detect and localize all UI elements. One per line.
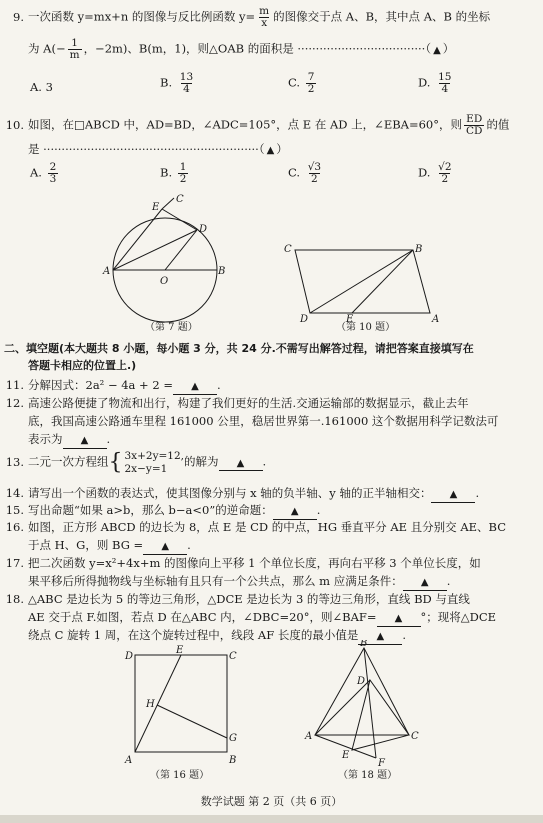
- fig7-label-a: A: [103, 266, 111, 277]
- fig18-label-a: A: [305, 731, 313, 742]
- q15: 15. 写出命题“如果 a>b，那么 b−a<0”的逆命题： ▲ .: [0, 503, 320, 520]
- fig7-label-d: D: [199, 224, 208, 235]
- fig10-label-d: D: [300, 314, 309, 323]
- section2-title-line1: 二、填空题(本大题共 8 小题，每小题 3 分，共 24 分.不需写出解答过程，请把答案直接填写在: [4, 342, 474, 355]
- q10-option-b: B. $\frac{1}{2}$: [160, 161, 187, 186]
- page-footer: 数学试题 第 2 页（共 6 页）: [200, 795, 343, 808]
- fig7-label-e: E: [152, 202, 160, 213]
- fig18-caption: （第 18 题）: [338, 770, 398, 781]
- q9-option-a: A. 3: [30, 80, 53, 94]
- q16-line1: 16. 如图，正方形 ABCD 的边长为 8，点 E 是 CD 的中点，HG 垂直平分 AE 且分别交 AE、BC: [5, 520, 507, 534]
- q11: 11. 分解因式：2a² − 4a + 2 = ▲ .: [0, 378, 221, 395]
- answer-triangle-icon: ▲: [290, 506, 299, 517]
- answer-triangle-icon: ▲: [420, 577, 429, 588]
- q12-line3: 表示为 ▲ .: [0, 432, 110, 449]
- q9-option-d: D. $\frac{15}{4}$: [418, 71, 452, 96]
- answer-triangle-icon: ▲: [394, 613, 403, 624]
- figure-18: [302, 640, 427, 775]
- q9-frac: $\frac{m}{x}$: [259, 5, 270, 30]
- fig7-label-c: C: [176, 194, 184, 205]
- q17-line2: 果平移后所得抛物线与坐标轴有且只有一个公共点，那么 m 应满足条件： ▲ .: [0, 574, 450, 591]
- q10-line1: 10. 如图，在□ABCD 中，AD=BD，∠ADC=105°，点 E 在 AD 上，∠EBA=60°，则 $\frac{ED}{CD}$ 的值: [5, 113, 510, 138]
- fig16-label-b: B: [229, 755, 237, 766]
- fig18-label-b: B: [360, 640, 368, 649]
- fig18-label-e: E: [342, 750, 350, 761]
- fig16-label-h: H: [146, 699, 155, 710]
- answer-triangle-icon: ▲: [266, 145, 275, 156]
- q10-line2: 是 ···························································（ ▲ ）: [28, 142, 288, 156]
- answer-triangle-icon: ▲: [80, 435, 89, 446]
- q16-line2: 于点 H、G，则 BG = ▲ .: [0, 538, 191, 555]
- page-edge: [0, 815, 543, 823]
- q9-line1: 9. 一次函数 y=mx+n 的图像与反比例函数 y= $\frac{m}{x}$ 的图像交于点 A、B，其中点 A、B 的坐标: [13, 5, 491, 30]
- q18-line1: 18. △ABC 是边长为 5 的等边三角形，△DCE 是边长为 3 的等边三角形，直线 BD 与直线: [5, 592, 470, 606]
- q12-line1: 12. 高速公路便捷了物流和出行，构建了我们更好的生活.交通运输部的数据显示，截止去年: [5, 396, 469, 410]
- answer-triangle-icon: ▲: [376, 631, 385, 642]
- fig10-label-a: A: [432, 314, 440, 323]
- q10-option-c: C. $\frac{√3}{2}$: [288, 161, 322, 186]
- figure-16: [120, 645, 245, 770]
- fig10-label-b: B: [415, 244, 423, 255]
- fig16-label-g: G: [229, 733, 237, 744]
- fig18-label-d: D: [357, 676, 366, 687]
- answer-triangle-icon: ▲: [236, 457, 245, 469]
- fig18-label-c: C: [411, 731, 419, 742]
- q10-option-a: A. $\frac{2}{3}$: [30, 161, 57, 186]
- fig10-caption: （第 10 题）: [336, 322, 396, 333]
- figure-7: [100, 192, 230, 327]
- q12-line2: 底，我国高速公路通车里程 161000 公里，稳居世界第一.161000 这个数据用科学记数法可: [28, 414, 499, 428]
- fig16-label-a: A: [125, 755, 133, 766]
- fig7-caption: （第 7 题）: [145, 322, 198, 333]
- fig10-label-e: E: [346, 314, 354, 323]
- q18-line2: AE 交于点 F.如图，若点 D 在△ABC 内，∠DBC=20°，则∠BAF= ▲ °；现将△DCE: [0, 610, 496, 627]
- q9-option-b: B. $\frac{13}{4}$: [160, 71, 194, 96]
- fig16-caption: （第 16 题）: [150, 770, 210, 781]
- answer-triangle-icon: ▲: [433, 44, 441, 56]
- q14: 14. 请写出一个函数的表达式，使其图像分别与 x 轴的负半轴、y 轴的正半轴相交： ▲ .: [0, 486, 479, 503]
- answer-triangle-icon: ▲: [191, 381, 199, 392]
- fig16-label-c: C: [229, 651, 237, 662]
- fig7-label-b: B: [218, 266, 226, 277]
- fig16-label-e: E: [176, 645, 184, 656]
- fig10-label-c: C: [284, 244, 292, 255]
- section2-title-line2: 答题卡相应的位置上.): [28, 359, 137, 372]
- q10-option-d: D. $\frac{√2}{2}$: [418, 161, 452, 186]
- q17-line1: 17. 把二次函数 y=x²+4x+m 的图像向上平移 1 个单位长度，再向右平移 3 个单位长度，如: [5, 556, 481, 570]
- fig16-label-d: D: [125, 651, 134, 662]
- figure-10: [280, 238, 445, 323]
- q18-line3: 绕点 C 旋转 1 周，在这个旋转过程中，线段 AF 长度的最小值是 ▲ .: [0, 628, 406, 645]
- answer-triangle-icon: ▲: [449, 489, 458, 500]
- q9-option-c: C. $\frac{7}{2}$: [288, 71, 315, 96]
- q13: 13. 二元一次方程组{ 3x+2y=12, 2x−y=1 的解为 ▲ .: [5, 449, 267, 475]
- fig7-label-o: O: [160, 276, 169, 287]
- q9-line2: 为 A(− $\frac{1}{m}$ ，−2m)、B(m，1)，则△OAB 的面积是 ···································（ ▲ ）: [28, 37, 455, 62]
- fig18-label-f: F: [378, 758, 385, 769]
- answer-triangle-icon: ▲: [161, 541, 170, 552]
